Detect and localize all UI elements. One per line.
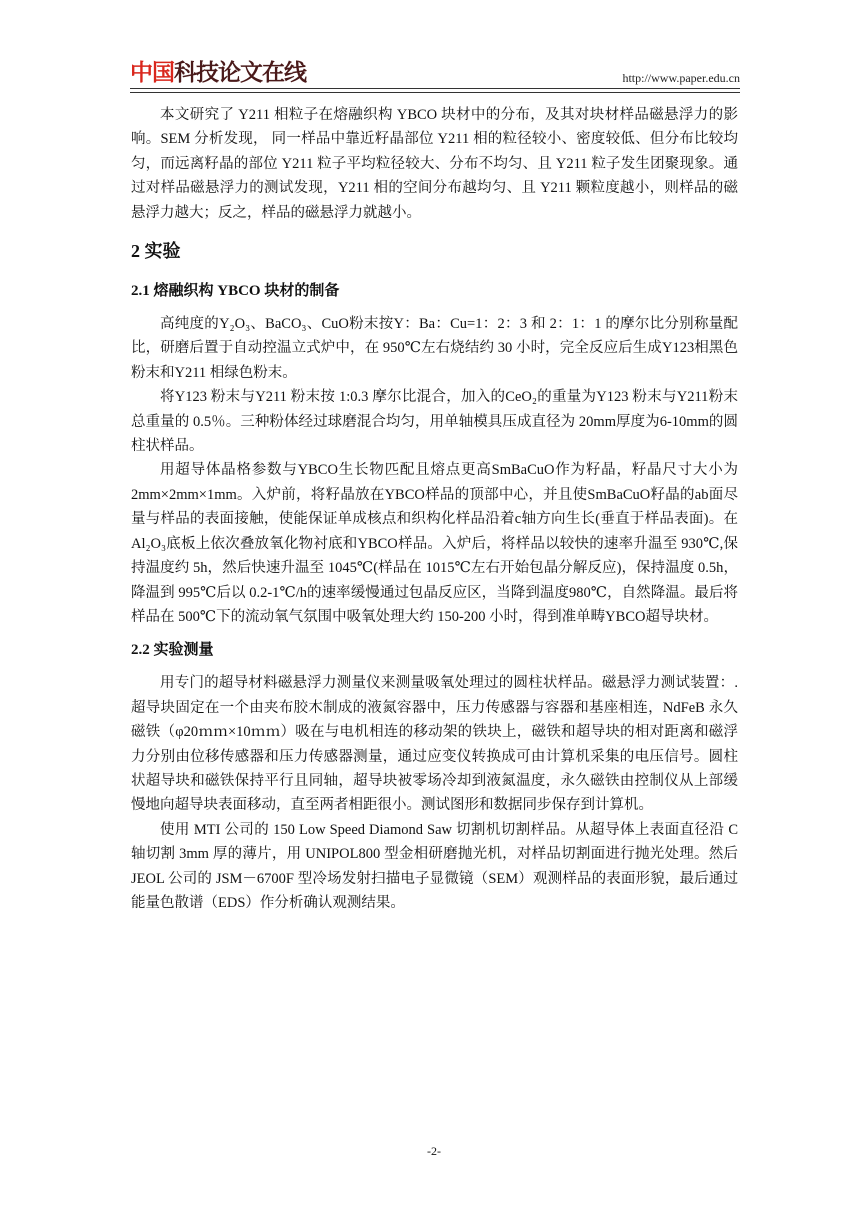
section-2-2-heading: 2.2 实验测量	[131, 642, 214, 659]
logo-red-text: 中国	[130, 60, 174, 86]
section-2-1-heading: 2.1 熔融织构 YBCO 块材的制备	[131, 283, 340, 300]
page-header	[130, 60, 740, 94]
header-rule-thin	[130, 92, 740, 93]
header-rule-thick	[130, 88, 740, 89]
site-logo	[130, 60, 306, 86]
section-2-1-para-1: 高纯度的Y₂O₃、BaCO₃、CuO粉末按Y：Ba：Cu=1：2：3 和 2：1：1 的摩尔比分别称量配比，研磨后置于自动控温立式炉中，在 950℃左右烧结约 30 小时，完全反应后生成Y123相黑色粉末和Y211 相绿色粉末。	[131, 316, 738, 381]
section-2-2-para-2: 使用 MTI 公司的 150 Low Speed Diamond Saw 切割机切割样品。从超导体上表面直径沿 C 轴切割 3mm 厚的薄片，用 UNIPOL800 型金相研磨抛光机，对样品切割面进行抛光处理。然后 JEOL 公司的 JSM－6700F 型冷场发射扫描电子显微镜（SEM）观测样品的表面形貌，最后通过能量色散谱（EDS）作分析确认观测结果。	[131, 821, 738, 911]
logo-dark-text: 科技论文在线	[174, 60, 306, 86]
page-number: -2-	[427, 1144, 441, 1158]
section-2-2-para-1: 用专门的超导材料磁悬浮力测量仪来测量吸氧处理过的圆柱状样品。磁悬浮力测试装置：.超导块固定在一个由夹布胶木制成的液氮容器中，压力传感器与容器和基座相连，NdFeB 永久磁铁（φ20ｍｍ×10ｍｍ）吸在与电机相连的移动架的铁块上，磁铁和超导块的相对距离和磁浮力分别由位移传感器和压力传感器测量，通过应变仪转换成可由计算机采集的电压信号。圆柱状超导块和磁铁保持平行且同轴，超导块被零场冷却到液氮温度，永久磁铁由控制仪从上部缓慢地向超导块表面移动，直至两者相距很小。测试图形和数据同步保存到计算机。	[131, 675, 738, 814]
section-2-1-para-2: 将Y123 粉末与Y211 粉末按 1:0.3 摩尔比混合，加入的CeO₂的重量为Y123 粉末与Y211粉末总重量的 0.5％。三种粉体经过球磨混合均匀，用单轴模具压成直径为 20mm厚度为6-10mm的圆柱状样品。	[131, 389, 738, 455]
section-2-heading: 2 实验	[131, 241, 181, 262]
section-2-1-para-3: 用超导体晶格参数与YBCO生长物匹配且熔点更高SmBaCuO作为籽晶，籽晶尺寸大小为 2mm×2mm×1mm。入炉前，将籽晶放在YBCO样品的顶部中心，并且使SmBaCuO籽晶的ab面尽量与样品的表面接触，使能保证单成核点和织构化样品沿着c轴方向生长(垂直于样品表面)。在Al₂O₃底板上依次叠放氧化物衬底和YBCO样品。入炉后，将样品以较快的速率升温至 930℃,保持温度约 5h，然后快速升温至 1045℃(样品在 1015℃左右开始包晶分解反应)，保持温度 0.5h，降温到 995℃后以 0.2-1℃/h的速率缓慢通过包晶反应区，当降到温度980℃，自然降温。最后将样品在 500℃下的流动氧气氛围中吸氧处理大约 150-200 小时，得到准单畴YBCO超导块材。	[131, 462, 738, 625]
intro-paragraph: 本文研究了 Y211 相粒子在熔融织构 YBCO 块材中的分布，及其对块材样品磁悬浮力的影响。SEM 分析发现， 同一样品中靠近籽晶部位 Y211 相的粒径较小、密度较低、但分布比较均匀，而远离籽晶的部位 Y211 粒子平均粒径较大、分布不均匀、且 Y211 粒子发生团聚现象。通过对样品磁悬浮力的测试发现，Y211 相的空间分布越均匀、且 Y211 颗粒度越小，则样品的磁悬浮力越大；反之，样品的磁悬浮力就越小。	[131, 107, 738, 221]
page-content	[131, 103, 738, 915]
header-url: http://www.paper.edu.cn	[622, 71, 740, 85]
